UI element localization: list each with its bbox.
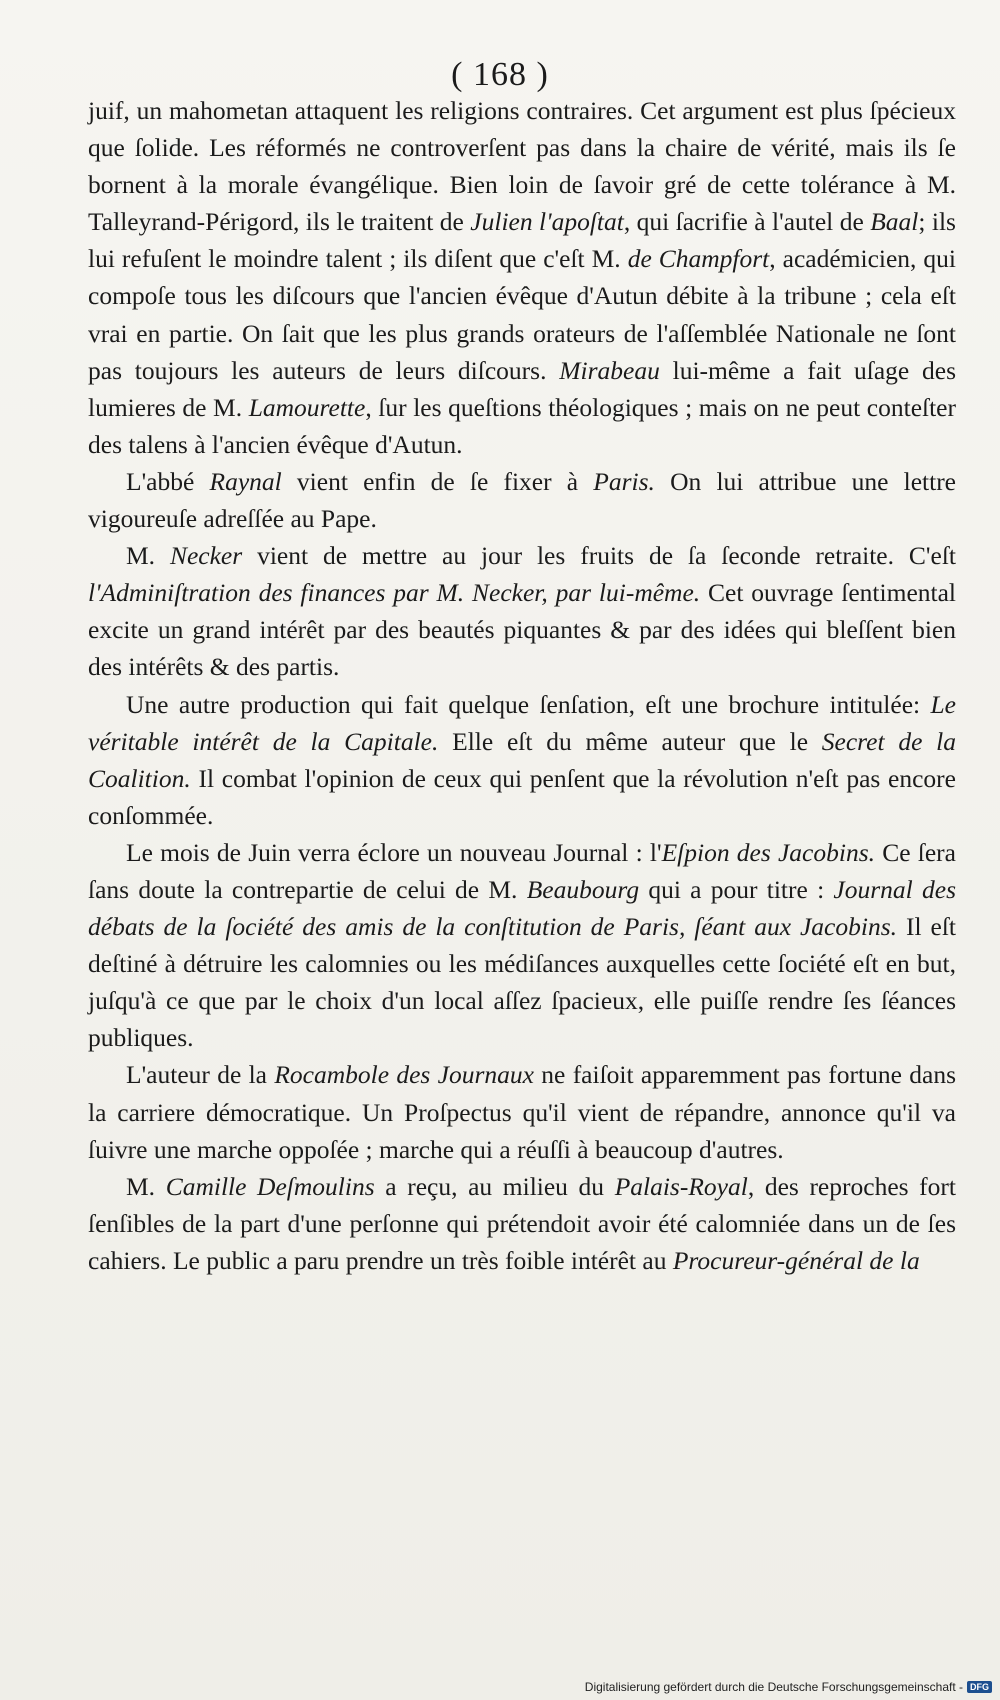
- paragraph: [88, 1168, 956, 1279]
- italic-text: l'Adminiſtration des finances par M. Necker, par lui-même.: [88, 578, 701, 608]
- text-run: , ſur les queſtions théologiques ; mais on ne peut conteſter des talens à l'ancien évêque d'Autun.: [88, 392, 956, 459]
- italic-text: Baal: [870, 207, 919, 237]
- italic-text: Julien l'apoſtat: [470, 207, 624, 237]
- paragraph: [88, 1056, 956, 1167]
- text-run: a reçu, au milieu du: [374, 1171, 615, 1201]
- italic-text: Journal des débats de la ſociété des amis de la conſtitution de Paris, ſéant aux Jacobins.: [88, 874, 956, 942]
- text-run: Elle eſt du même auteur que le: [438, 726, 822, 756]
- text-run: Il combat l'opinion de ceux qui penſent que la révolution n'eſt pas encore conſommée.: [88, 763, 956, 830]
- text-run: On lui attribue une lettre vigoureuſe adreſſée au Pape.: [88, 466, 956, 534]
- paragraph: [88, 537, 956, 685]
- text-run: vient enfin de ſe fixer à: [281, 466, 594, 496]
- text-run: Une autre production qui fait quelque ſenſation, eſt une brochure intitulée:: [126, 689, 931, 719]
- paragraph: [88, 463, 956, 537]
- italic-text: Rocambole des Journaux: [274, 1060, 534, 1090]
- paragraph: [88, 834, 956, 1057]
- text-run: , des reproches fort ſenſibles de la part d'une perſonne qui prétendoit avoir été calomniée dans un de ſes cahiers. Le public a paru prendre un très foible intérêt au: [88, 1171, 956, 1275]
- body-text: [88, 92, 956, 1279]
- text-run: Il eſt deſtiné à détruire les calomnies ou les médiſances auxquelles cette ſociété eſt en but, juſqu'à ce que par le choix d'un local aſſez ſpacieux, elle puiſſe rendre ſes ſéances publiques.: [88, 912, 956, 1053]
- italic-text: Paris.: [593, 466, 655, 496]
- text-run: L'abbé: [126, 466, 210, 496]
- italic-text: Raynal: [209, 466, 282, 496]
- italic-text: Lamourette: [248, 392, 366, 422]
- digitization-credit: [585, 1680, 992, 1694]
- italic-text: Camille Deſmoulins: [165, 1171, 375, 1201]
- italic-text: Necker: [169, 541, 243, 571]
- text-run: , académicien, qui compoſe tous les diſcours que l'ancien évêque d'Autun débite à la tribune ; cela eſt vrai en partie. On ſait que les plus grands orateurs de l'aſſemblée Nationale ne ſont pas toujours les auteurs de leurs diſcours.: [88, 244, 956, 385]
- digitization-credit-text: Digitalisierung gefördert durch die Deutsche Forschungsgemeinschaft -: [584, 1680, 963, 1694]
- italic-text: Le véritable intérêt de la Capitale.: [88, 689, 956, 756]
- text-run: , qui ſacrifie à l'autel de: [623, 207, 871, 237]
- dfg-logo-icon: DFG: [967, 1681, 992, 1693]
- text-run: juif, un mahometan attaquent les religions contraires. Cet argument est plus ſpécieux que ſolide. Les réformés ne controverſent pas dans la chaire de vérité, mais ils ſe bornent à la morale évangélique. Bien loin de ſavoir gré de cette tolérance à M. Talleyrand-Périgord, ils le traitent de: [88, 96, 956, 237]
- text-run: vient de mettre au jour les fruits de ſa ſeconde retraite. C'eſt: [242, 541, 956, 571]
- italic-text: Palais-Royal: [614, 1171, 748, 1201]
- italic-text: de Champfort: [627, 244, 770, 274]
- text-run: Le mois de Juin verra éclore un nouveau Journal : l': [126, 837, 662, 867]
- page-number: ( 168 ): [451, 56, 549, 93]
- text-run: qui a pour titre :: [639, 874, 834, 904]
- text-run: Ce ſera ſans doute la contrepartie de celui de M.: [88, 837, 956, 904]
- text-run: M.: [126, 1171, 166, 1201]
- italic-text: Procureur-général de la: [672, 1245, 920, 1275]
- text-run: lui-même a fait uſage des lumieres de M.: [88, 355, 957, 422]
- text-run: M.: [126, 541, 170, 571]
- paragraph: [88, 92, 956, 463]
- italic-text: Mirabeau: [559, 355, 660, 385]
- italic-text: Secret de la Coalition.: [88, 726, 956, 793]
- text-run: ; ils lui refuſent le moindre talent ; ils diſent que c'eſt M.: [88, 207, 956, 274]
- italic-text: Beaubourg: [526, 874, 640, 904]
- text-run: ne faiſoit apparemment pas fortune dans la carriere démocratique. Un Proſpectus qu'il vient de répandre, annonce qu'il va ſuivre une marche oppoſée ; marche qui a réuſſi à beaucoup d'autres.: [88, 1060, 957, 1164]
- italic-text: Eſpion des Jacobins.: [661, 837, 876, 867]
- text-run: Cet ouvrage ſentimental excite un grand intérêt par des beautés piquantes & par des idées qui bleſſent bien des intérêts & des partis.: [88, 578, 956, 682]
- text-run: L'auteur de la: [126, 1060, 275, 1090]
- paragraph: [88, 686, 956, 834]
